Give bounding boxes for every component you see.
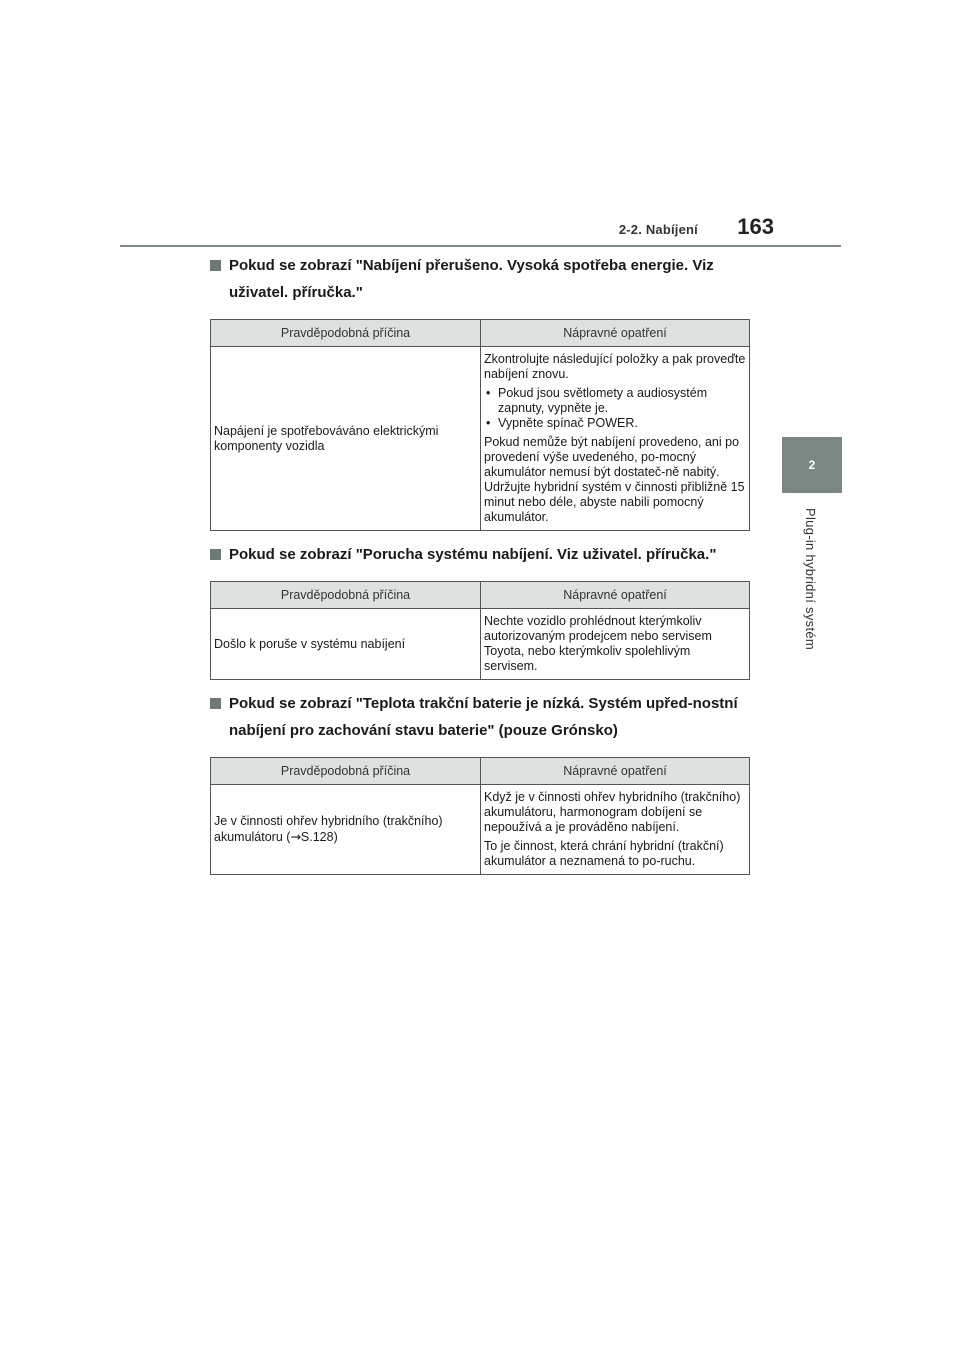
cause-remedy-table-1 bbox=[210, 319, 750, 531]
list-item bbox=[484, 386, 746, 416]
remedy-paragraph-2: To je činnost, která chrání hybridní (trakční) akumulátor a neznamená to po-ruchu. bbox=[484, 839, 724, 868]
section-heading-3 bbox=[210, 690, 770, 744]
column-header-cause: Pravděpodobná příčina bbox=[211, 320, 481, 347]
square-bullet-icon bbox=[210, 698, 221, 709]
cause-cell: Napájení je spotřebováváno elektrickými komponenty vozidla bbox=[211, 347, 481, 531]
bullet-dot-icon: • bbox=[486, 416, 491, 430]
chapter-tab bbox=[782, 437, 842, 493]
remedy-cell bbox=[481, 347, 750, 531]
column-header-remedy: Nápravné opatření bbox=[481, 582, 750, 609]
list-item-text: Vypněte spínač POWER. bbox=[498, 416, 638, 430]
remedy-note: Pokud nemůže být nabíjení provedeno, ani po provedení výše uvedeného, po-mocný akumulátor nemusí být dostateč-ně nabitý. Udržujte hybridní systém v činnosti přibližně 15 minut nebo déle, abyste nabili pomocný akumulátor. bbox=[484, 435, 745, 524]
remedy-cell bbox=[481, 609, 750, 680]
header-divider bbox=[120, 245, 841, 247]
page-number: 163 bbox=[737, 214, 774, 239]
table-header-row bbox=[211, 582, 750, 609]
remedy-cell bbox=[481, 785, 750, 875]
column-header-cause: Pravděpodobná příčina bbox=[211, 582, 481, 609]
table-row bbox=[211, 785, 750, 875]
section-heading-text: Pokud se zobrazí "Porucha systému nabíjení. Viz uživatel. příručka." bbox=[229, 546, 717, 563]
page-reference-link[interactable]: S.128) bbox=[300, 830, 338, 844]
chapter-number: 2 bbox=[808, 458, 816, 472]
chapter-title: Plug-in hybridní systém bbox=[803, 508, 818, 651]
section-heading-2 bbox=[210, 541, 770, 568]
remedy-text: Nechte vozidlo prohlédnout kterýmkoliv autorizovaným prodejcem nebo servisem Toyota, nebo kterýmkoliv spolehlivým servisem. bbox=[484, 614, 712, 673]
cause-remedy-table-3 bbox=[210, 757, 750, 875]
cause-cell: Došlo k poruše v systému nabíjení bbox=[211, 609, 481, 680]
bullet-dot-icon: • bbox=[486, 386, 491, 400]
remedy-intro: Zkontrolujte následující položky a pak proveďte nabíjení znovu. bbox=[484, 352, 746, 381]
table-row bbox=[211, 347, 750, 531]
table-header-row bbox=[211, 758, 750, 785]
table-header-row bbox=[211, 320, 750, 347]
arrow-right-icon: → bbox=[290, 829, 301, 844]
list-item bbox=[484, 416, 746, 431]
column-header-cause: Pravděpodobná příčina bbox=[211, 758, 481, 785]
column-header-remedy: Nápravné opatření bbox=[481, 758, 750, 785]
cause-text: Je v činnosti ohřev hybridního (trakčního) akumulátoru ( bbox=[214, 814, 443, 844]
section-heading-text: Pokud se zobrazí "Teplota trakční baterie je nízká. Systém upřed-nostní nabíjení pro zachování stavu baterie" (pouze Grónsko) bbox=[229, 695, 738, 739]
remedy-paragraph-1: Když je v činnosti ohřev hybridního (trakčního) akumulátoru, harmonogram dobíjení se nepoužívá a je prováděno nabíjení. bbox=[484, 790, 741, 834]
page-header bbox=[0, 0, 960, 250]
section-label: 2-2. Nabíjení bbox=[618, 222, 698, 237]
remedy-bullet-list bbox=[484, 386, 746, 431]
table-row bbox=[211, 609, 750, 680]
section-heading-1 bbox=[210, 252, 770, 306]
page-content bbox=[210, 252, 770, 875]
square-bullet-icon bbox=[210, 260, 221, 271]
section-heading-text: Pokud se zobrazí "Nabíjení přerušeno. Vysoká spotřeba energie. Viz uživatel. příručka." bbox=[229, 257, 714, 301]
column-header-remedy: Nápravné opatření bbox=[481, 320, 750, 347]
cause-cell bbox=[211, 785, 481, 875]
square-bullet-icon bbox=[210, 549, 221, 560]
cause-remedy-table-2 bbox=[210, 581, 750, 680]
list-item-text: Pokud jsou světlomety a audiosystém zapnuty, vypněte je. bbox=[498, 386, 708, 415]
